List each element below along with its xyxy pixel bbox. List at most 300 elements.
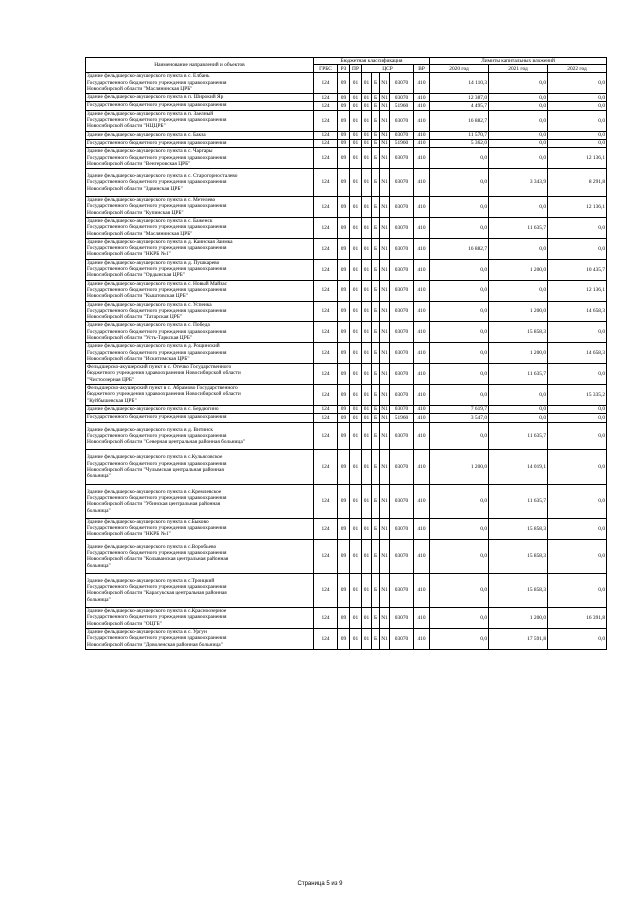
value-2020-cell: 7 619,7: [430, 405, 489, 413]
vr-cell: 410: [414, 217, 430, 238]
csr-part3-cell: N1: [381, 94, 388, 101]
csr-part3-cell: N1: [380, 197, 390, 218]
header-capital-limits: Лимиты капитальных вложений: [430, 58, 607, 65]
pr-cell: 01: [350, 343, 362, 364]
table-row: [86, 573, 607, 607]
vr-cell: 410: [414, 518, 430, 539]
table-row: [86, 322, 607, 343]
table-row: [86, 364, 607, 385]
csr-part2-cell: Б: [372, 484, 380, 518]
value-2021-cell: 11 635,7: [489, 422, 548, 450]
value-2020-cell: 16 882,7: [430, 110, 489, 131]
value-2021-cell: 0,0: [489, 197, 548, 218]
value-2021-cell: 15 858,3: [489, 322, 548, 343]
grbs-cell: 124: [314, 139, 338, 147]
value-2022-cell: 0,0: [548, 414, 607, 422]
csr-part1-cell: 01: [362, 484, 372, 518]
value-2021-cell: 11 635,7: [489, 217, 548, 238]
pr-cell: 01: [350, 364, 362, 385]
vr-cell: 410: [414, 385, 430, 406]
value-2021-cell: 0,0: [489, 110, 548, 131]
vr-cell: 410: [414, 322, 430, 343]
vr-cell: 410: [414, 301, 430, 322]
vr-cell: 410: [414, 73, 430, 94]
grbs-cell: 124: [314, 405, 338, 413]
csr-part1-cell: 01: [362, 414, 372, 422]
object-name-cell: Здание фельдшерско-акушерского пункта в с. Старогорносталево Государственного бюджетного учреждения здравоохранения Новосибирской области "Здвинская ЦРБ": [86, 169, 314, 197]
value-2020-cell: 0,0: [430, 322, 489, 343]
csr-part4-cell: 03070: [390, 628, 414, 649]
table-row: [86, 539, 607, 573]
vr-cell: 410: [414, 148, 430, 169]
rz-cell: 09: [338, 385, 350, 406]
object-name-cell: Здание фельдшерско-акушерского пункта в д. Рощинский Государственного бюджетного учреждения здравоохранения Новосибирской области "Искитимская ЦРБ": [86, 343, 314, 364]
object-name-cell: Здание фельдшерско-акушерского пункта в с.Воробьево Государственного бюджетного учреждения здравоохранения Новосибирской области "Колыванская центральная районная больница": [86, 539, 314, 573]
csr-part3-cell: N1: [380, 450, 390, 484]
grbs-cell: 124: [314, 110, 338, 131]
csr-part3-cell: N1: [380, 169, 390, 197]
value-2020-cell: 0,0: [430, 385, 489, 406]
pr-cell: 01: [350, 148, 362, 169]
object-name-cell: Здание фельдшерско-акушерского пункта в п. Заелный Государственного бюджетного учреждения здравоохранения Новосибирской области "НЦЦРБ": [86, 110, 314, 131]
value-2021-cell: 1 200,0: [489, 259, 548, 280]
object-name-cell: Здание фельдшерско-акушерского пункта в с.Кремлевское Государственного бюджетного учреждения здравоохранения Новосибирской области "Убинская центральная районная больница": [86, 484, 314, 518]
value-2022-cell: 0,0: [548, 450, 607, 484]
object-name-cell: Здание фельдшерско-акушерского пункта в с. Бердюгино: [86, 405, 314, 413]
vr-cell: 410: [414, 131, 430, 139]
value-2020-cell: 11 570,7: [430, 131, 489, 139]
csr-part3-cell: N1: [381, 132, 388, 139]
object-name-cell: Здание фельдшерско-акушерского пункта в с.Кульясовское Государственного бюджетного учреждения здравоохранения Новосибирской области "Чулымская центральная районная больница": [86, 450, 314, 484]
object-name-cell: Здание фельдшерско-акушерского пункта в с. Победа Государственного бюджетного учреждения здравоохранения Новосибирской области "Усть-Таркская ЦРБ": [86, 322, 314, 343]
csr-part2-cell: Б: [372, 518, 380, 539]
csr-part4-cell: 03070: [390, 450, 414, 484]
csr-part3-cell: N1: [380, 259, 390, 280]
value-2021-cell: 0,0: [489, 131, 548, 139]
vr-cell: 410: [414, 259, 430, 280]
value-2020-cell: 0,0: [430, 484, 489, 518]
table-row: [86, 94, 607, 102]
csr-part1-cell: 01: [362, 94, 372, 102]
csr-part4-cell: 03070: [390, 484, 414, 518]
table-row: [86, 450, 607, 484]
grbs-cell: 124: [314, 573, 338, 607]
rz-cell: 09: [338, 539, 350, 573]
csr-part2-cell: Б: [372, 73, 380, 94]
object-name-cell: Здание фельдшерско-акушерского пункта в с.Троицкий Государственного бюджетного учреждения здравоохранения Новосибирской области "Карасукская центральная районная больница": [86, 573, 314, 607]
table-row: [86, 518, 607, 539]
pr-cell: 01: [350, 131, 362, 139]
csr-part3-cell: N1: [381, 102, 388, 109]
csr-part2-cell: Б: [372, 573, 380, 607]
csr-part2-cell: Б: [372, 539, 380, 573]
table-row: [86, 217, 607, 238]
pr-cell: 01: [350, 169, 362, 197]
rz-cell: 09: [338, 217, 350, 238]
value-2022-cell: 0,0: [548, 518, 607, 539]
csr-part3-cell: N1: [380, 280, 390, 301]
table-row: [86, 197, 607, 218]
rz-cell: 09: [338, 238, 350, 259]
object-name-cell: Здание фельдшерско-акушерского пункта в с.Красноозерное Государственного бюджетного учреждения здравоохранения Новосибирской области "ОЦГБ": [86, 608, 314, 629]
csr-part1-cell: 01: [362, 628, 372, 649]
grbs-cell: 124: [314, 364, 338, 385]
value-2022-cell: 0,0: [548, 405, 607, 413]
csr-part3-cell: N1: [380, 385, 390, 406]
object-name-cell: Фельдшерско-акушерский пункт в с. Абрамово Государственного бюджетного учреждения здравоохранения Новосибирской области "Куйбышевская ЦРБ": [86, 385, 314, 406]
header-rz: РЗ: [338, 65, 350, 73]
value-2020-cell: 0,0: [430, 422, 489, 450]
value-2022-cell: 10 435,7: [548, 259, 607, 280]
csr-part2-cell: Б: [372, 259, 380, 280]
value-2022-cell: 12 136,1: [548, 197, 607, 218]
csr-part2-cell: Б: [372, 238, 380, 259]
value-2021-cell: 17 591,8: [489, 628, 548, 649]
csr-part1-cell: 01: [362, 539, 372, 573]
value-2022-cell: 0,0: [548, 484, 607, 518]
csr-part4-cell: 03070: [390, 73, 414, 94]
csr-part4-cell: 03070: [390, 343, 414, 364]
csr-part2-cell: Б: [372, 280, 380, 301]
rz-cell: 09: [338, 608, 350, 629]
value-2022-cell: 0,0: [548, 139, 607, 147]
table-row: [86, 238, 607, 259]
value-2020-cell: 0,0: [430, 197, 489, 218]
value-2020-cell: 0,0: [430, 539, 489, 573]
value-2022-cell: 0,0: [548, 628, 607, 649]
table-row: [86, 280, 607, 301]
value-2021-cell: 0,0: [489, 94, 548, 102]
csr-part1-cell: 01: [362, 131, 372, 139]
rz-cell: 09: [338, 322, 350, 343]
header-pr: ПР: [350, 65, 362, 73]
table-row: [86, 484, 607, 518]
csr-part4-cell: 03070: [390, 131, 414, 139]
value-2021-cell: 11 635,7: [489, 484, 548, 518]
csr-part1-cell: 01: [362, 608, 372, 629]
pr-cell: 01: [350, 238, 362, 259]
csr-part2-cell: Б: [372, 301, 380, 322]
value-2021-cell: 15 858,3: [489, 518, 548, 539]
csr-part4-cell: 03070: [390, 148, 414, 169]
csr-part3-cell: N1: [380, 608, 390, 629]
csr-part1-cell: 01: [362, 301, 372, 322]
header-csr: ЦСР: [362, 65, 414, 73]
table-row: [86, 148, 607, 169]
value-2020-cell: 0,0: [430, 148, 489, 169]
grbs-cell: 124: [314, 484, 338, 518]
value-2020-cell: 0,0: [430, 301, 489, 322]
value-2022-cell: 14 658,3: [548, 301, 607, 322]
grbs-cell: 124: [314, 148, 338, 169]
csr-part4-cell: 03070: [390, 385, 414, 406]
csr-part4-cell: 03070: [390, 518, 414, 539]
pr-cell: 01: [350, 518, 362, 539]
value-2021-cell: 11 635,7: [489, 364, 548, 385]
value-2022-cell: 0,0: [548, 539, 607, 573]
grbs-cell: 124: [314, 385, 338, 406]
vr-cell: 410: [414, 197, 430, 218]
csr-part4-cell: 51960: [390, 139, 414, 147]
value-2021-cell: 0,0: [489, 102, 548, 110]
value-2021-cell: 0,0: [489, 148, 548, 169]
rz-cell: 09: [338, 518, 350, 539]
grbs-cell: 124: [314, 518, 338, 539]
csr-part1-cell: 01: [362, 73, 372, 94]
value-2020-cell: 3 547,0: [430, 414, 489, 422]
csr-part2-cell: Б: [372, 94, 380, 102]
object-name-cell: Здание фельдшерско-акушерского пункта в с. Баженск Государственного бюджетного учреждения здравоохранения Новосибирской области "Маслянинская ЦРБ": [86, 217, 314, 238]
csr-part2-cell: Б: [372, 343, 380, 364]
grbs-cell: 124: [314, 73, 338, 94]
grbs-cell: 124: [314, 280, 338, 301]
csr-part4-cell: 03070: [390, 422, 414, 450]
value-2021-cell: 14 019,1: [489, 450, 548, 484]
csr-part4-cell: 03070: [390, 280, 414, 301]
csr-part4-cell: 03070: [390, 405, 414, 413]
object-name-cell: Здание фельдшерско-акушерского пункта в д. Каинская Заимка Государственного бюджетного учреждения здравоохранения Новосибирской области "НКРБ №1": [86, 238, 314, 259]
csr-part2-cell: Б: [372, 450, 380, 484]
page-number: Страница 5 из 9: [297, 881, 343, 887]
rz-cell: 09: [338, 102, 350, 110]
vr-cell: 410: [414, 414, 430, 422]
pr-cell: 01: [350, 139, 362, 147]
grbs-cell: 124: [314, 343, 338, 364]
grbs-cell: 124: [314, 169, 338, 197]
table-row: [86, 414, 607, 422]
value-2020-cell: 14 110,3: [430, 73, 489, 94]
grbs-cell: 124: [314, 608, 338, 629]
value-2020-cell: 0,0: [430, 217, 489, 238]
table-body: [86, 73, 607, 650]
csr-part4-cell: 03070: [390, 217, 414, 238]
pr-cell: 01: [350, 280, 362, 301]
grbs-cell: 124: [314, 422, 338, 450]
vr-cell: 410: [414, 608, 430, 629]
object-name-cell: Здание фельдшерско-акушерского пункта в с. Чаргары Государственного бюджетного учреждения здравоохранения Новосибирской области "Венгеровская ЦРБ": [86, 148, 314, 169]
value-2021-cell: 0,0: [489, 414, 548, 422]
table-row: [86, 385, 607, 406]
csr-part2-cell: Б: [372, 422, 380, 450]
vr-cell: 410: [414, 573, 430, 607]
value-2022-cell: 0,0: [548, 94, 607, 102]
value-2022-cell: 0,0: [548, 217, 607, 238]
table-row: [86, 422, 607, 450]
csr-part3-cell: N1: [380, 518, 390, 539]
rz-cell: 09: [338, 110, 350, 131]
csr-part1-cell: 01: [362, 169, 372, 197]
value-2022-cell: 0,0: [548, 102, 607, 110]
csr-part4-cell: 03070: [390, 301, 414, 322]
object-name-cell: Здание фельдшерско-акушерского пункта в с. Метелево Государственного бюджетного учреждения здравоохранения Новосибирской области "Купинская ЦРБ": [86, 197, 314, 218]
object-name-cell: Здание фельдшерско-акушерского пункта в с. Бакза: [86, 131, 314, 139]
csr-part4-cell: 03070: [390, 322, 414, 343]
value-2021-cell: 1 200,0: [489, 343, 548, 364]
pr-cell: 01: [350, 110, 362, 131]
csr-part2-cell: Б: [372, 131, 380, 139]
vr-cell: 410: [414, 343, 430, 364]
csr-part3-cell: N1: [380, 539, 390, 573]
header-budget-classification: Бюджетная классификация: [314, 58, 430, 65]
value-2021-cell: 0,0: [489, 405, 548, 413]
value-2022-cell: 14 658,3: [548, 343, 607, 364]
csr-part2-cell: Б: [372, 405, 380, 413]
vr-cell: 410: [414, 169, 430, 197]
csr-part4-cell: 51960: [390, 414, 414, 422]
pr-cell: 01: [350, 414, 362, 422]
table-row: [86, 608, 607, 629]
grbs-cell: 124: [314, 94, 338, 102]
csr-part3-cell: N1: [380, 217, 390, 238]
csr-part1-cell: 01: [362, 238, 372, 259]
csr-part2-cell: Б: [372, 217, 380, 238]
grbs-cell: 124: [314, 301, 338, 322]
object-name-cell: Здание фельдшерско-акушерского пункта в с. Успенка Государственного бюджетного учреждения здравоохранения Новосибирской области "Татарская ЦРБ": [86, 301, 314, 322]
rz-cell: 09: [338, 628, 350, 649]
rz-cell: 09: [338, 139, 350, 147]
object-name-cell: Здание фельдшерско-акушерского пункта в с. Ургун Государственного бюджетного учреждения здравоохранения Новосибирской области "Доволенская районная больница": [86, 628, 314, 649]
rz-cell: 09: [338, 573, 350, 607]
pr-cell: 01: [350, 197, 362, 218]
csr-part2-cell: Б: [372, 110, 380, 131]
pr-cell: 01: [350, 259, 362, 280]
csr-part3-cell: N1: [380, 73, 390, 94]
rz-cell: 09: [338, 280, 350, 301]
csr-part4-cell: 03070: [390, 197, 414, 218]
vr-cell: 410: [414, 94, 430, 102]
value-2022-cell: 0,0: [548, 238, 607, 259]
value-2020-cell: 0,0: [430, 628, 489, 649]
limits-table-sheet: [85, 57, 606, 650]
csr-part1-cell: 01: [362, 385, 372, 406]
pr-cell: 01: [350, 217, 362, 238]
csr-part4-cell: 03070: [390, 364, 414, 385]
table-row: [86, 259, 607, 280]
rz-cell: 09: [338, 422, 350, 450]
grbs-cell: 124: [314, 197, 338, 218]
grbs-cell: 124: [314, 102, 338, 110]
csr-part1-cell: 01: [362, 450, 372, 484]
header-grbs: ГРБС: [314, 65, 338, 73]
value-2021-cell: 15 858,3: [489, 539, 548, 573]
csr-part2-cell: Б: [372, 322, 380, 343]
table-row: [86, 405, 607, 413]
rz-cell: 09: [338, 131, 350, 139]
object-name-cell: Здание фельдшерско-акушерского пункта в д. Пушкарево Государственного бюджетного учреждения здравоохранения Новосибирской области "Ордынская ЦРБ": [86, 259, 314, 280]
value-2020-cell: 0,0: [430, 573, 489, 607]
table-row: [86, 169, 607, 197]
csr-part1-cell: 01: [362, 322, 372, 343]
pr-cell: 01: [350, 484, 362, 518]
rz-cell: 09: [338, 301, 350, 322]
vr-cell: 410: [414, 280, 430, 301]
csr-part3-cell: N1: [380, 238, 390, 259]
value-2020-cell: 0,0: [430, 364, 489, 385]
rz-cell: 09: [338, 148, 350, 169]
rz-cell: 09: [338, 450, 350, 484]
csr-part2-cell: Б: [372, 197, 380, 218]
grbs-cell: 124: [314, 131, 338, 139]
rz-cell: 09: [338, 414, 350, 422]
vr-cell: 410: [414, 110, 430, 131]
rz-cell: 09: [338, 405, 350, 413]
value-2021-cell: 0,0: [489, 238, 548, 259]
csr-part1-cell: 01: [362, 139, 372, 147]
csr-part4-cell: 03070: [390, 259, 414, 280]
rz-cell: 09: [338, 259, 350, 280]
vr-cell: 410: [414, 539, 430, 573]
rz-cell: 09: [338, 169, 350, 197]
csr-part1-cell: 01: [362, 422, 372, 450]
header-name-column: Наименование направлений и объектов: [86, 58, 314, 73]
csr-part4-cell: 03070: [390, 608, 414, 629]
grbs-cell: 124: [314, 539, 338, 573]
value-2022-cell: 0,0: [548, 422, 607, 450]
csr-part2-cell: Б: [372, 102, 380, 110]
value-2020-cell: 0,0: [430, 518, 489, 539]
value-2020-cell: 16 882,7: [430, 238, 489, 259]
grbs-cell: 124: [314, 414, 338, 422]
vr-cell: 410: [414, 450, 430, 484]
value-2022-cell: 16 391,8: [548, 608, 607, 629]
pr-cell: 01: [350, 102, 362, 110]
csr-part1-cell: 01: [362, 364, 372, 385]
value-2020-cell: 0,0: [430, 343, 489, 364]
value-2022-cell: 0,0: [548, 322, 607, 343]
table-row: [86, 131, 607, 139]
csr-part1-cell: 01: [362, 518, 372, 539]
object-name-cell: Здание фельдшерско-акушерского пункта в с. Новый Майзас Государственного бюджетного учреждения здравоохранения Новосибирской области "Кыштовская ЦРБ": [86, 280, 314, 301]
table-row: [86, 110, 607, 131]
csr-part4-cell: 03070: [390, 238, 414, 259]
vr-cell: 410: [414, 484, 430, 518]
value-2020-cell: 0,0: [430, 280, 489, 301]
pr-cell: 01: [350, 385, 362, 406]
csr-part3-cell: N1: [380, 343, 390, 364]
pr-cell: 01: [350, 73, 362, 94]
value-2020-cell: 0,0: [430, 169, 489, 197]
csr-part2-cell: Б: [372, 139, 380, 147]
value-2022-cell: 8 291,8: [548, 169, 607, 197]
csr-part1-cell: 01: [362, 259, 372, 280]
grbs-cell: 124: [314, 217, 338, 238]
csr-part1-cell: 01: [362, 148, 372, 169]
rz-cell: 09: [338, 94, 350, 102]
value-2021-cell: 1 200,0: [489, 608, 548, 629]
csr-part1-cell: 01: [362, 280, 372, 301]
value-2021-cell: 15 858,3: [489, 573, 548, 607]
csr-part1-cell: 01: [362, 197, 372, 218]
pr-cell: 01: [350, 94, 362, 102]
csr-part3-cell: N1: [380, 322, 390, 343]
rz-cell: 09: [338, 197, 350, 218]
table-row: [86, 628, 607, 649]
value-2020-cell: 12 387,0: [430, 94, 489, 102]
object-name-cell: Государственного бюджетного учреждения здравоохранения: [86, 102, 314, 110]
pr-cell: 01: [350, 422, 362, 450]
csr-part3-cell: N1: [380, 628, 390, 649]
csr-part4-cell: 51960: [390, 102, 414, 110]
value-2021-cell: 3 343,9: [489, 169, 548, 197]
value-2022-cell: 0,0: [548, 73, 607, 94]
csr-part4-cell: 03070: [390, 94, 414, 102]
csr-part3-cell: N1: [380, 364, 390, 385]
object-name-cell: Фельдшерско-акушерский пункт в с. Отечко Государственного бюджетного учреждения здравоохранения Новосибирской области "Чистоозерная ЦРБ": [86, 364, 314, 385]
vr-cell: 410: [414, 139, 430, 147]
header-vr: ВР: [414, 65, 430, 73]
csr-part1-cell: 01: [362, 102, 372, 110]
vr-cell: 410: [414, 238, 430, 259]
